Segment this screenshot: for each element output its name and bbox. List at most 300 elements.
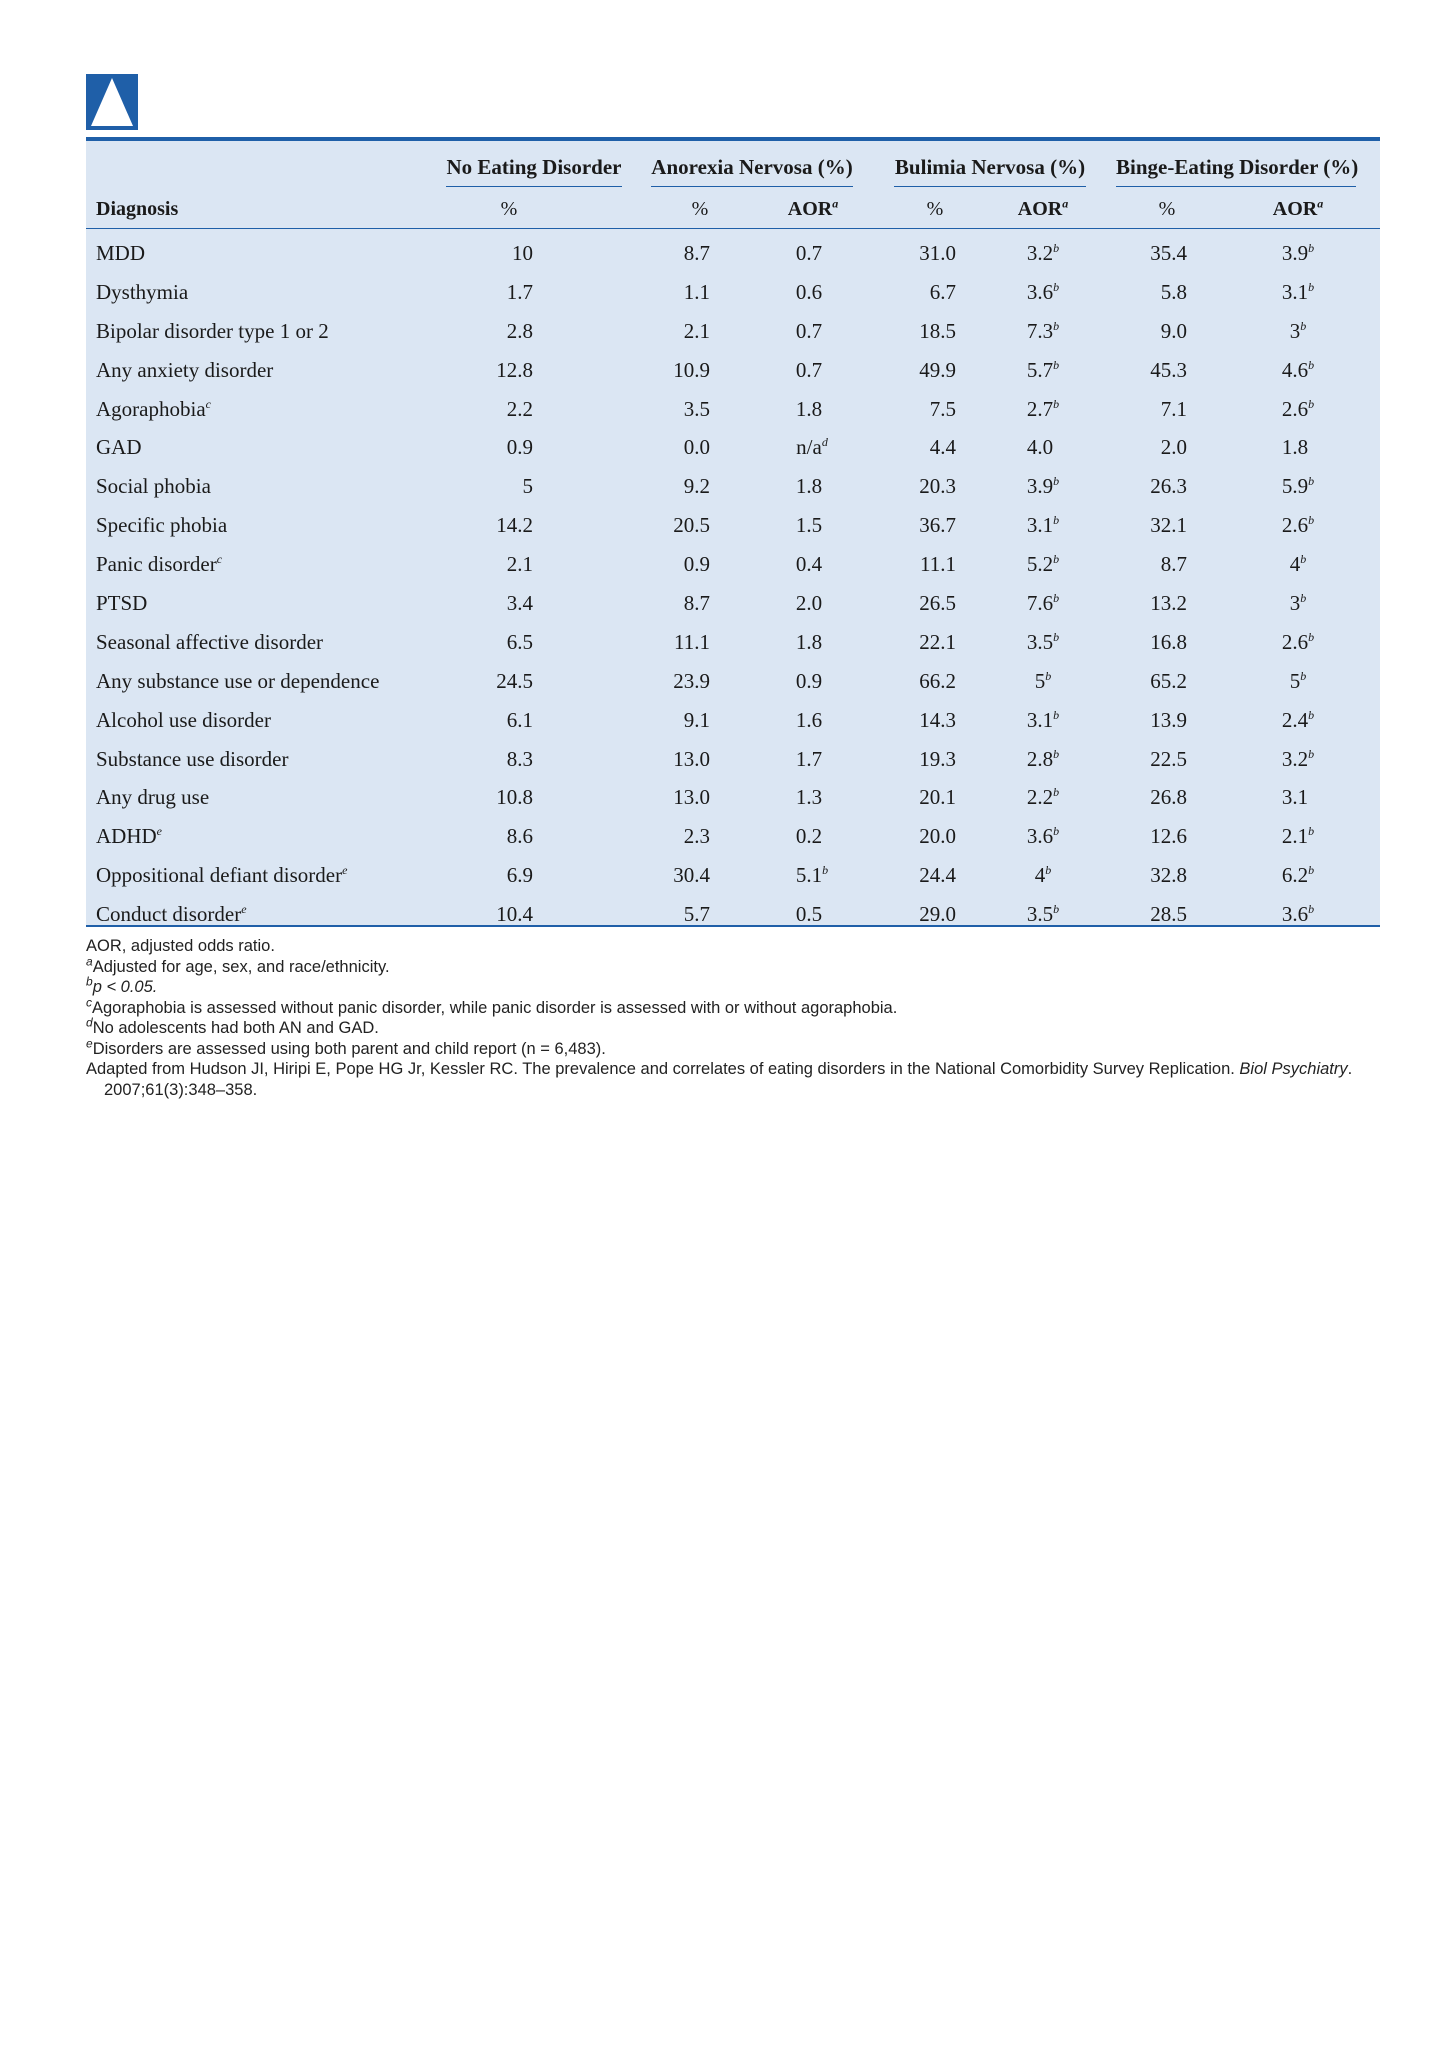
cell-text: 0.2: [795, 824, 823, 849]
aor-column-header: [773, 198, 853, 221]
cell-text: 9.2: [683, 474, 710, 499]
aor-value: [1248, 552, 1348, 577]
diagnosis-label: [96, 824, 162, 849]
cell-text: 10: [512, 241, 533, 265]
percent-value: [610, 358, 710, 383]
cell-text: 9.0: [1160, 318, 1187, 343]
footnote: [86, 954, 1386, 978]
percent-value: [433, 319, 533, 344]
aor-value: [1248, 630, 1348, 655]
cell-text: 29.0: [919, 902, 956, 927]
footnote-marker: d: [821, 435, 828, 450]
table-row: [86, 817, 1380, 856]
percent-value: [610, 513, 710, 538]
table-row: [86, 778, 1380, 817]
percent-value: [433, 435, 533, 460]
aor-value: [762, 630, 862, 655]
diagnosis-label: [96, 552, 222, 577]
percent-value: [610, 552, 710, 577]
aor-value: [762, 863, 862, 888]
percent-value: [1087, 435, 1187, 460]
footnote-marker: b: [1053, 474, 1060, 489]
aor-value: [762, 280, 862, 305]
aor-value: [762, 785, 862, 810]
aor-value: [1248, 474, 1348, 499]
aor-value: [762, 552, 862, 577]
footnote-marker: b: [1308, 474, 1315, 489]
footnote: [86, 936, 1386, 957]
cell-text: 5: [1034, 668, 1046, 693]
percent-value: [1087, 824, 1187, 849]
cell-text: 66.2: [919, 668, 956, 693]
footnote-marker: b: [1308, 357, 1315, 372]
percent-value: [433, 513, 533, 538]
percent-value: [610, 435, 710, 460]
percent-value: [1087, 397, 1187, 422]
cell-text: 10.9: [673, 357, 710, 382]
cell-text: 3.1: [1026, 513, 1054, 538]
cell-text: 11.1: [920, 552, 956, 577]
footnote-text: AOR, adjusted odds ratio.: [86, 937, 275, 955]
cell-text: 20.1: [919, 785, 956, 810]
percent-value: [433, 863, 533, 888]
cell-text: 2.1: [1281, 824, 1309, 849]
diagnosis-text: Bipolar disorder type 1 or 2: [96, 318, 329, 343]
aor-value: [762, 241, 862, 266]
cell-text: 5.7: [683, 902, 710, 927]
percent-value: [610, 863, 710, 888]
percent-value: [1087, 630, 1187, 655]
footnote-marker: b: [1300, 552, 1307, 567]
aor-value: [1248, 319, 1348, 344]
diagnosis-text: Panic disorder: [96, 552, 217, 577]
aor-value: [762, 902, 862, 927]
cell-text: 0.9: [683, 552, 710, 577]
diagnosis-label: [96, 708, 271, 733]
percent-value: [433, 785, 533, 810]
aor-value: [1248, 241, 1348, 266]
footnote-marker: a: [1062, 196, 1069, 211]
aor-value: [762, 319, 862, 344]
cell-text: 22.1: [919, 629, 956, 654]
footnote-marker: e: [156, 824, 162, 839]
aor-value: [1248, 824, 1348, 849]
aor-label: AOR: [1017, 198, 1063, 220]
table-row: [86, 856, 1380, 895]
cell-text: 31.0: [919, 241, 956, 265]
cell-text: 8.3: [506, 746, 533, 771]
diagnosis-text: Alcohol use disorder: [96, 707, 271, 732]
footnote-marker: b: [822, 863, 829, 878]
aor-value: [993, 591, 1093, 616]
footnote-marker: b: [1308, 863, 1315, 878]
table-row: [86, 662, 1380, 701]
footnote-text: No adolescents had both AN and GAD.: [92, 1019, 379, 1037]
cell-text: 3.1: [1281, 279, 1309, 304]
cell-text: 5: [522, 474, 533, 499]
percent-value: [433, 630, 533, 655]
cell-text: 24.4: [919, 863, 956, 888]
footnote-marker: b: [1053, 707, 1060, 722]
aor-value: [762, 747, 862, 772]
group-header-bulimia: Bulimia Nervosa (%): [894, 155, 1086, 187]
footnote-marker: b: [1300, 668, 1307, 683]
cell-text: 12.6: [1150, 824, 1187, 849]
diagnosis-label: [96, 747, 288, 772]
diagnosis-text: ADHD: [96, 824, 157, 849]
percent-value: [856, 513, 956, 538]
percent-value: [1087, 513, 1187, 538]
source-text: Adapted from Hudson JI, Hiripi E, Pope HG Jr, Kessler RC. The prevalence and correlates of eating disorders in the National Comorbidity Survey Replication.: [86, 1060, 1240, 1078]
cell-text: 26.8: [1150, 785, 1187, 810]
aor-value: [993, 785, 1093, 810]
cell-text: 30.4: [673, 863, 710, 888]
cell-text: 4.6: [1281, 357, 1309, 382]
diagnosis-column-header: Diagnosis: [96, 198, 179, 220]
aor-value: [1248, 397, 1348, 422]
percent-column-header: %: [1158, 198, 1176, 220]
percent-value: [1087, 552, 1187, 577]
table-body: [86, 234, 1380, 934]
cell-text: 26.5: [919, 591, 956, 616]
footnote: [86, 1036, 1386, 1060]
cell-text: 1.7: [795, 746, 823, 771]
percent-value: [856, 747, 956, 772]
percent-value: [433, 397, 533, 422]
aor-value: [993, 241, 1093, 266]
cell-text: 32.1: [1150, 513, 1187, 538]
percent-value: [1087, 863, 1187, 888]
cell-text: 13.0: [673, 785, 710, 810]
diagnosis-text: Social phobia: [96, 474, 211, 499]
cell-text: 13.9: [1150, 707, 1187, 732]
cell-text: 2.2: [1026, 785, 1054, 810]
cell-text: 1.5: [795, 513, 823, 538]
footnote-marker: b: [1308, 241, 1315, 255]
group-header-anorexia: Anorexia Nervosa (%): [651, 155, 853, 187]
footnote-text: p < 0.05.: [92, 978, 158, 996]
cell-text: 0.4: [795, 552, 823, 577]
cell-text: 1.3: [795, 785, 823, 810]
aor-column-header: [1258, 198, 1338, 221]
cell-text: 3: [1289, 591, 1301, 616]
percent-value: [610, 708, 710, 733]
aor-value: [993, 902, 1093, 927]
cell-text: 2.8: [506, 318, 533, 343]
diagnosis-label: [96, 630, 323, 655]
percent-value: [1087, 747, 1187, 772]
cell-text: 20.5: [673, 513, 710, 538]
diagnosis-text: Specific phobia: [96, 513, 228, 538]
table-row: [86, 545, 1380, 584]
aor-value: [993, 319, 1093, 344]
cell-text: 16.8: [1150, 629, 1187, 654]
aor-label: AOR: [787, 198, 833, 220]
aor-value: [1248, 513, 1348, 538]
cell-text: 5.9: [1281, 474, 1309, 499]
group-header-binge-eating: Binge-Eating Disorder (%): [1116, 155, 1356, 187]
aor-value: [993, 474, 1093, 499]
table-row: [86, 428, 1380, 467]
percent-column-header: %: [926, 198, 944, 220]
table-row: [86, 351, 1380, 390]
cell-text: 2.2: [506, 396, 533, 421]
footnote-marker: d: [86, 1015, 93, 1030]
percent-value: [856, 319, 956, 344]
percent-column-header: %: [691, 198, 709, 220]
cell-text: 28.5: [1150, 902, 1187, 927]
footnote-marker: b: [1053, 318, 1060, 333]
percent-value: [1087, 358, 1187, 383]
table-row: [86, 390, 1380, 429]
aor-value: [762, 591, 862, 616]
percent-value: [610, 902, 710, 927]
diagnosis-label: [96, 591, 147, 616]
cell-text: 24.5: [496, 668, 533, 693]
percent-value: [856, 785, 956, 810]
footnote-text: Adjusted for age, sex, and race/ethnicity.: [92, 957, 390, 976]
percent-value: [1087, 708, 1187, 733]
footnote: [86, 1015, 1386, 1039]
percent-value: [433, 902, 533, 927]
footnote-marker: b: [1045, 668, 1052, 683]
cell-text: 0.7: [795, 357, 823, 382]
footnote-text: Agoraphobia is assessed without panic disorder, while panic disorder is assessed with or without agoraphobia.: [92, 998, 898, 1017]
percent-value: [610, 319, 710, 344]
percent-value: [1087, 902, 1187, 927]
cell-text: 5.8: [1160, 279, 1187, 304]
cell-text: 4.0: [1026, 435, 1054, 460]
diagnosis-text: Seasonal affective disorder: [96, 629, 324, 654]
footnote-marker: b: [1300, 318, 1307, 333]
cell-text: 0.9: [506, 435, 533, 460]
cell-text: n/a: [796, 435, 822, 460]
cell-text: 1.1: [683, 279, 710, 304]
cell-text: 0.7: [795, 241, 823, 265]
aor-value: [993, 280, 1093, 305]
cell-text: 3.5: [1026, 629, 1054, 654]
cell-text: 6.1: [506, 707, 533, 732]
journal-name: Biol Psychiatry: [1239, 1060, 1348, 1078]
cell-text: 2.6: [1281, 396, 1309, 421]
footnote-marker: b: [1308, 707, 1315, 722]
cell-text: 45.3: [1150, 357, 1187, 382]
aor-value: [1248, 902, 1348, 927]
footnote-marker: b: [1053, 396, 1060, 411]
aor-value: [1248, 435, 1348, 460]
aor-value: [762, 513, 862, 538]
cell-text: 2.3: [683, 824, 710, 849]
footnote-marker: b: [1053, 785, 1060, 800]
cell-text: 8.6: [506, 824, 533, 849]
cell-text: 6.2: [1281, 863, 1309, 888]
footnote-marker: b: [1053, 357, 1060, 372]
cell-text: 4.4: [929, 435, 956, 460]
table-row: [86, 740, 1380, 779]
cell-text: 5.7: [1026, 357, 1054, 382]
cell-text: 2.0: [1160, 435, 1187, 460]
percent-value: [856, 630, 956, 655]
footnote-marker: b: [1053, 824, 1060, 839]
footnote-marker: b: [1308, 629, 1315, 644]
aor-value: [993, 630, 1093, 655]
percent-value: [856, 358, 956, 383]
percent-value: [433, 241, 533, 266]
percent-value: [433, 669, 533, 694]
aor-value: [762, 397, 862, 422]
aor-value: [993, 552, 1093, 577]
diagnosis-text: PTSD: [96, 591, 148, 616]
aor-value: [762, 358, 862, 383]
aor-column-header: [1003, 198, 1083, 221]
diagnosis-label: [96, 513, 227, 538]
cell-text: 14.3: [919, 707, 956, 732]
cell-text: 2.6: [1281, 629, 1309, 654]
percent-value: [610, 280, 710, 305]
percent-value: [433, 591, 533, 616]
cell-text: 3.1: [1026, 707, 1054, 732]
cell-text: 2.0: [795, 591, 823, 616]
aor-value: [1248, 863, 1348, 888]
table-row: [86, 895, 1380, 934]
cell-text: 13.0: [673, 746, 710, 771]
percent-value: [856, 669, 956, 694]
cell-text: 20.0: [919, 824, 956, 849]
footnote: [86, 995, 1386, 1019]
cell-text: 0.9: [795, 668, 823, 693]
cell-text: 3.6: [1026, 279, 1054, 304]
cell-text: 1.8: [795, 474, 823, 499]
footnote-marker: b: [1053, 629, 1060, 644]
percent-value: [856, 902, 956, 927]
percent-value: [433, 708, 533, 733]
percent-column-header: %: [500, 198, 518, 220]
cell-text: 22.5: [1150, 746, 1187, 771]
cell-text: 8.7: [683, 241, 710, 265]
cell-text: 2.1: [683, 318, 710, 343]
footnote-marker: c: [216, 552, 223, 567]
cell-text: 1.8: [795, 629, 823, 654]
percent-value: [433, 358, 533, 383]
aor-value: [993, 747, 1093, 772]
group-header-no-eating-disorder: No Eating Disorder: [446, 155, 622, 187]
table-row: [86, 506, 1380, 545]
percent-value: [610, 785, 710, 810]
cell-text: 7.5: [929, 396, 956, 421]
diagnosis-label: [96, 435, 142, 460]
footnote-marker: b: [1053, 902, 1060, 917]
cell-text: 2.1: [506, 552, 533, 577]
cell-text: 13.2: [1150, 591, 1187, 616]
cell-text: 7.1: [1160, 396, 1187, 421]
aor-value: [762, 669, 862, 694]
percent-value: [856, 708, 956, 733]
footnote-marker: e: [86, 1036, 93, 1050]
cell-text: 8.7: [683, 591, 710, 616]
percent-value: [856, 552, 956, 577]
percent-value: [433, 474, 533, 499]
header-rule: [86, 228, 1380, 229]
cell-text: 3.4: [506, 591, 533, 616]
cell-text: 3.2: [1026, 241, 1054, 265]
aor-value: [762, 824, 862, 849]
footnote-marker: a: [86, 954, 93, 968]
cell-text: 1.6: [795, 707, 823, 732]
cell-text: 3: [1289, 318, 1301, 343]
cell-text: 14.2: [496, 513, 533, 538]
cell-text: 0.0: [683, 435, 710, 460]
percent-value: [433, 552, 533, 577]
cell-text: 1.8: [1281, 435, 1309, 460]
footnote-marker: b: [1308, 746, 1315, 761]
cell-text: 6.9: [506, 863, 533, 888]
diagnosis-label: [96, 669, 379, 694]
cell-text: 3.5: [683, 396, 710, 421]
table-row: [86, 234, 1380, 273]
footnote-marker: b: [1308, 396, 1315, 411]
cell-text: 2.8: [1026, 746, 1054, 771]
footnote-marker: a: [1317, 196, 1324, 211]
percent-value: [610, 591, 710, 616]
footnote-marker: b: [1308, 513, 1315, 528]
aor-value: [1248, 669, 1348, 694]
aor-value: [993, 669, 1093, 694]
cell-text: 7.6: [1026, 591, 1054, 616]
cell-text: 23.9: [673, 668, 710, 693]
diagnosis-label: [96, 863, 347, 888]
cell-text: 4: [1289, 552, 1301, 577]
table-row: [86, 623, 1380, 662]
footnote-marker: b: [1053, 591, 1060, 606]
footnote-marker: c: [86, 995, 92, 1009]
footnote-marker: c: [205, 396, 211, 411]
publisher-logo-icon: [86, 74, 138, 130]
cell-text: 20.3: [919, 474, 956, 499]
percent-value: [610, 669, 710, 694]
cell-text: 3.1: [1281, 785, 1309, 810]
footnote-marker: e: [241, 902, 247, 917]
table-row: [86, 467, 1380, 506]
cell-text: 2.6: [1281, 513, 1309, 538]
cell-text: 3.9: [1026, 474, 1054, 499]
diagnosis-text: Dysthymia: [96, 279, 189, 304]
footnote-marker: b: [1308, 279, 1315, 294]
cell-text: 2.4: [1281, 707, 1309, 732]
source-citation: [86, 1059, 1386, 1100]
aor-value: [993, 513, 1093, 538]
diagnosis-text: GAD: [96, 435, 142, 460]
cell-text: 6.7: [929, 279, 956, 304]
cell-text: 3.9: [1281, 241, 1309, 265]
aor-value: [993, 358, 1093, 383]
footnote-marker: b: [1308, 824, 1315, 839]
percent-value: [1087, 319, 1187, 344]
cell-text: 1.7: [506, 279, 533, 304]
aor-value: [993, 708, 1093, 733]
cell-text: 32.8: [1150, 863, 1187, 888]
cell-text: 5.2: [1026, 552, 1054, 577]
cell-text: 5.1: [795, 863, 823, 888]
aor-value: [1248, 747, 1348, 772]
percent-value: [610, 397, 710, 422]
aor-value: [762, 474, 862, 499]
cell-text: 11.1: [674, 629, 710, 654]
footnote-marker: b: [1053, 513, 1060, 528]
percent-value: [856, 824, 956, 849]
diagnosis-text: Oppositional defiant disorder: [96, 863, 343, 888]
cell-text: 12.8: [496, 357, 533, 382]
cell-text: 6.5: [506, 629, 533, 654]
